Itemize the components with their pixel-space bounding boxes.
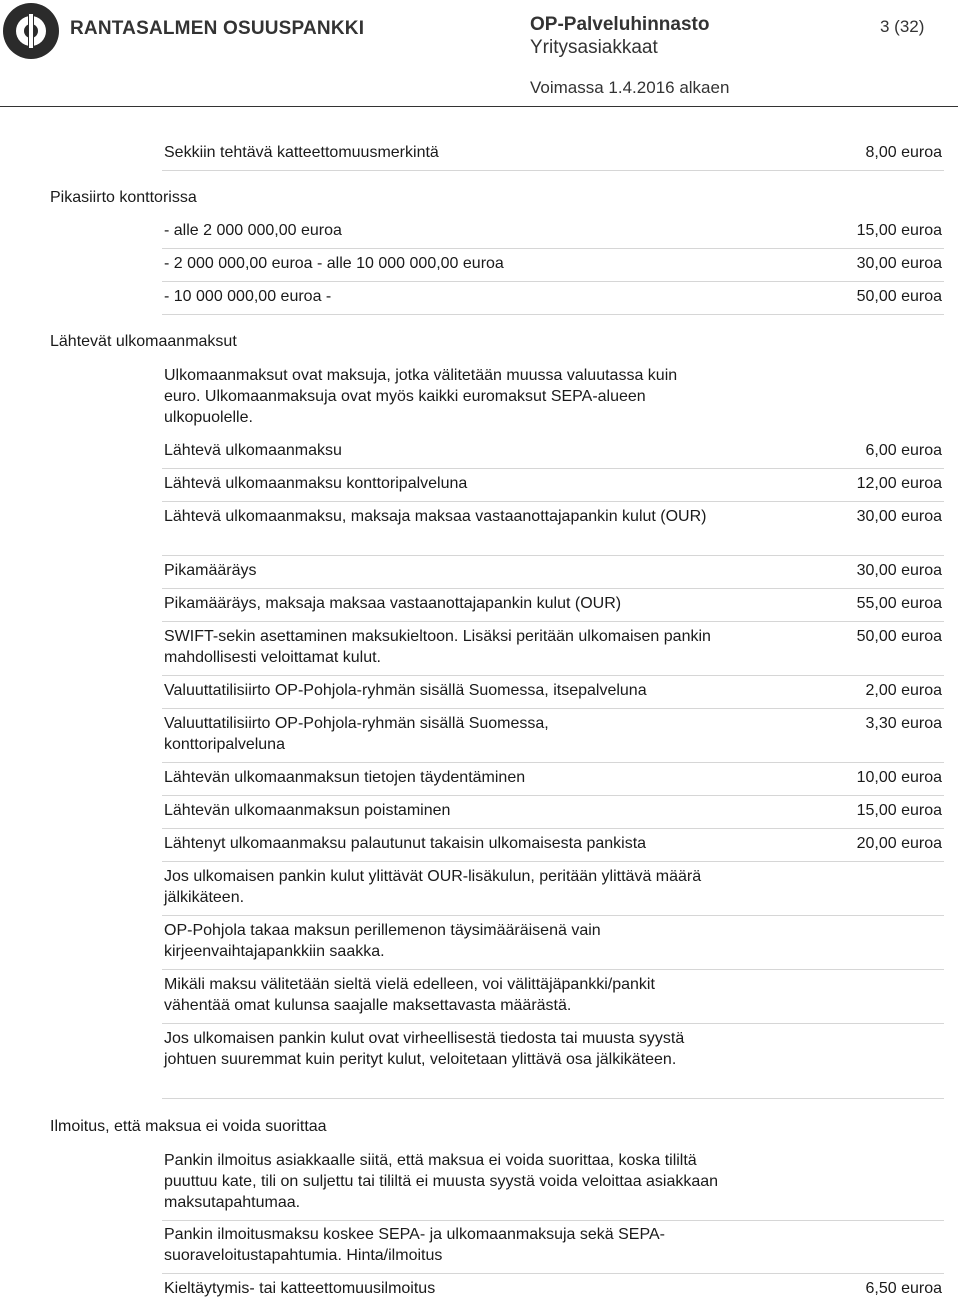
note-row xyxy=(162,866,944,916)
price-row xyxy=(162,833,944,862)
price-row-price: 55,00 euroa xyxy=(856,595,942,612)
price-row-price: 30,00 euroa xyxy=(856,562,942,579)
price-row-label: Sekkiin tehtävä katteettomuusmerkintä xyxy=(164,144,439,161)
info-note: Jos ulkomaisen pankin kulut ylittävät OUR-lisäkulun, peritään ylittävä määrä jälkikäteen. xyxy=(164,868,702,906)
price-row-label: Lähtevän ulkomaanmaksun poistaminen xyxy=(164,802,451,819)
note-row xyxy=(162,920,944,970)
section-heading: Lähtevät ulkomaanmaksut xyxy=(50,333,237,350)
price-row xyxy=(162,142,944,171)
price-row xyxy=(162,713,944,763)
price-row xyxy=(162,506,944,556)
price-row-price: 15,00 euroa xyxy=(856,222,942,239)
price-row-price: 50,00 euroa xyxy=(856,628,942,645)
price-row xyxy=(162,286,944,315)
info-note: Jos ulkomaisen pankin kulut ovat virheellisestä tiedosta tai muusta syystä johtuen suuremmat kuin perityt kulut, veloitetaan ylittävä osa jälkikäteen. xyxy=(164,1030,685,1068)
section-heading: Ilmoitus, että maksua ei voida suorittaa xyxy=(50,1118,327,1135)
price-row xyxy=(162,680,944,709)
price-row-price: 12,00 euroa xyxy=(856,475,942,492)
info-note: OP-Pohjola takaa maksun perillemenon täysimääräisenä vain kirjeenvaihtajapankkiin saakka. xyxy=(164,922,601,960)
price-row-price: 50,00 euroa xyxy=(856,288,942,305)
validity-date: Voimassa 1.4.2016 alkaen xyxy=(530,78,730,97)
price-row-label: SWIFT-sekin asettaminen maksukieltoon. Lisäksi peritään ulkomaisen pankin mahdollisesti veloittamat kulut. xyxy=(164,628,711,666)
price-row-label: Valuuttatilisiirto OP-Pohjola-ryhmän sisällä Suomessa, konttoripalveluna xyxy=(164,715,549,753)
price-row-price: 2,00 euroa xyxy=(865,682,942,699)
price-row-label: Pikamääräys xyxy=(164,562,257,579)
price-row-price: 20,00 euroa xyxy=(856,835,942,852)
document-subtitle: Yritysasiakkaat xyxy=(530,37,658,58)
info-note: Pankin ilmoitusmaksu koskee SEPA- ja ulkomaanmaksuja sekä SEPA-suoraveloitustapahtumia. Hinta/ilmoitus xyxy=(164,1226,665,1264)
price-row xyxy=(162,593,944,622)
op-logo-icon xyxy=(2,2,60,60)
note-row xyxy=(162,974,944,1024)
price-row-label: Valuuttatilisiirto OP-Pohjola-ryhmän sisällä Suomessa, itsepalveluna xyxy=(164,682,647,699)
note-row xyxy=(162,1028,944,1099)
page-number: 3 (32) xyxy=(880,17,925,36)
price-row-label: Lähtevän ulkomaanmaksun tietojen täydentäminen xyxy=(164,769,526,786)
price-row-label: Kieltäytymis- tai katteettomuusilmoitus xyxy=(164,1280,436,1297)
info-note: Pankin ilmoitus asiakkaalle siitä, että maksua ei voida suorittaa, koska tililtä puuttuu kate, tili on suljettu tai tililtä ei muusta syystä voida veloittaa asiakkaan maksutapahtumaa. xyxy=(164,1152,719,1211)
price-row xyxy=(162,767,944,796)
price-row xyxy=(162,800,944,829)
price-row xyxy=(162,473,944,502)
price-row xyxy=(162,253,944,282)
price-row-price: 10,00 euroa xyxy=(856,769,942,786)
bank-name: RANTASALMEN OSUUSPANKKI xyxy=(70,18,365,39)
info-note: Mikäli maksu välitetään sieltä vielä edelleen, voi välittäjäpankki/pankit vähentää omat kulunsa saajalle maksettavasta määrästä. xyxy=(164,976,655,1014)
price-row xyxy=(162,560,944,589)
price-row xyxy=(162,440,944,469)
price-row-price: 6,50 euroa xyxy=(865,1280,942,1297)
price-row-label: Lähtenyt ulkomaanmaksu palautunut takaisin ulkomaisesta pankista xyxy=(164,835,647,852)
price-row-price: 30,00 euroa xyxy=(856,508,942,525)
price-row-label: - 2 000 000,00 euroa - alle 10 000 000,00 euroa xyxy=(164,255,504,272)
price-row-label: Lähtevä ulkomaanmaksu, maksaja maksaa vastaanottajapankin kulut (OUR) xyxy=(164,508,707,525)
price-row-label: - 10 000 000,00 euroa - xyxy=(164,288,332,305)
info-note: Ulkomaanmaksut ovat maksuja, jotka välitetään muussa valuutassa kuin euro. Ulkomaanmaksuja ovat myös kaikki euromaksut SEPA-alueen ulkopuolelle. xyxy=(164,367,678,426)
price-row-price: 8,00 euroa xyxy=(865,144,942,161)
section-heading: Pikasiirto konttorissa xyxy=(50,189,197,206)
price-row xyxy=(162,626,944,676)
header-divider xyxy=(0,106,958,107)
price-row-label: Lähtevä ulkomaanmaksu xyxy=(164,442,342,459)
price-row-label: Lähtevä ulkomaanmaksu konttoripalveluna xyxy=(164,475,468,492)
price-row xyxy=(162,1278,944,1300)
page-header xyxy=(0,0,960,110)
price-row-label: - alle 2 000 000,00 euroa xyxy=(164,222,342,239)
note-row xyxy=(162,1224,944,1274)
note-row xyxy=(162,1150,944,1221)
price-row-price: 30,00 euroa xyxy=(856,255,942,272)
price-row-price: 3,30 euroa xyxy=(865,715,942,732)
price-row-price: 15,00 euroa xyxy=(856,802,942,819)
price-row xyxy=(162,220,944,249)
price-row-label: Pikamääräys, maksaja maksaa vastaanottajapankin kulut (OUR) xyxy=(164,595,622,612)
price-row-price: 6,00 euroa xyxy=(865,442,942,459)
document-title: OP-Palveluhinnasto xyxy=(530,14,710,35)
